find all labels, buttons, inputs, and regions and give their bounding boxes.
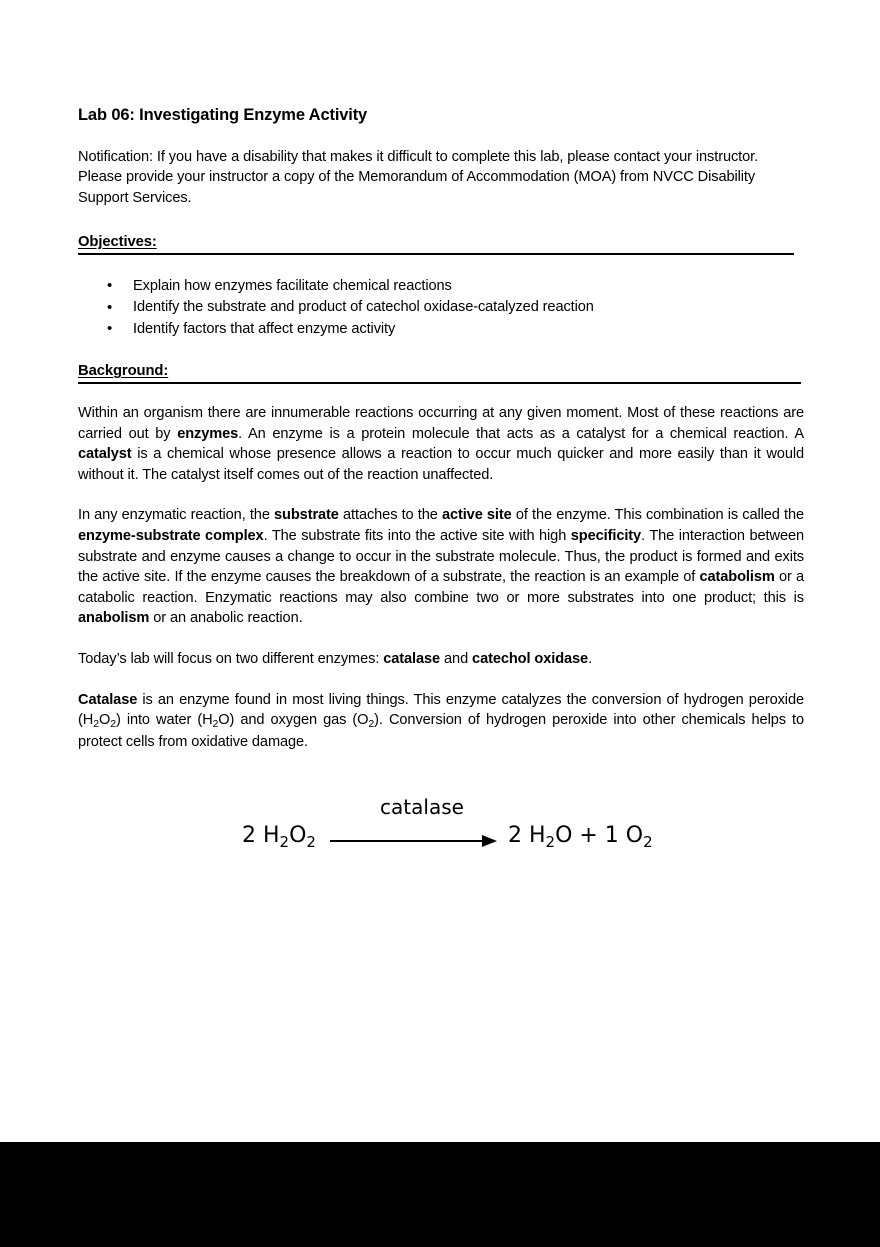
- spacer: [78, 259, 804, 276]
- reaction-arrow-icon: [330, 835, 498, 847]
- text-run: or a catabolic reaction. Enzymatic reactions may also combine two or more substrates into one product; this is: [78, 569, 804, 606]
- text-run: ) into water (H: [115, 712, 213, 729]
- subscript: 2: [93, 717, 99, 730]
- text-run: . The substrate fits into the active site with high: [263, 528, 571, 545]
- subscript: 2: [110, 717, 116, 730]
- page-title: Lab 06: Investigating Enzyme Activity: [78, 106, 368, 124]
- term-enzymes: enzymes: [177, 425, 239, 442]
- background-divider: [78, 382, 801, 384]
- subscript: 2: [368, 717, 375, 730]
- document-body: [78, 106, 804, 772]
- background-heading-label: Background:: [78, 363, 169, 380]
- equation-enzyme-label: catalase: [380, 795, 464, 819]
- background-paragraph-2: [78, 505, 804, 629]
- term-active-site: active site: [441, 507, 512, 524]
- background-heading: [78, 362, 804, 384]
- arrow-head: [482, 835, 497, 847]
- objectives-list: [78, 276, 804, 341]
- text-run: and: [440, 651, 473, 668]
- term-enzyme-substrate-complex: enzyme-substrate complex: [78, 528, 264, 545]
- list-item: • Identify the substrate and product of catechol oxidase-catalyzed reaction: [107, 297, 804, 319]
- text-run: 2 H: [508, 823, 546, 848]
- text-run: is a chemical whose presence allows a reaction to occur much quicker and more easily than it would without it. The catalyst itself comes out of the reaction unaffected.: [78, 446, 804, 483]
- spacer: [78, 388, 804, 403]
- text-run: 2 H: [242, 823, 280, 848]
- text-run: O) and oxygen gas (O: [218, 712, 369, 729]
- equation-products: [508, 823, 653, 851]
- term-catalase-lead: Catalase: [78, 691, 138, 708]
- term-substrate: substrate: [274, 507, 339, 524]
- accessibility-notification: Notification: If you have a disability that makes it difficult to complete this lab, please contact your instructor. Please provide your instructor a copy of the Memorandum of Accommodation (MOA) from NVCC Disability Support Services.: [78, 148, 759, 206]
- text-run: . An enzyme is a protein molecule that acts as a catalyst for a chemical reaction. A: [238, 425, 804, 442]
- text-run: O + 1 O: [555, 823, 644, 848]
- subscript: 2: [279, 832, 290, 851]
- text-run: Today’s lab will focus on two different enzymes:: [78, 651, 384, 668]
- subscript: 2: [545, 832, 556, 851]
- catalase-reaction-equation: [232, 797, 662, 869]
- background-paragraph-4: [78, 690, 804, 753]
- letterbox-band: [0, 1142, 880, 1247]
- text-run: or an anabolic reaction.: [149, 610, 303, 627]
- objectives-heading: [78, 233, 804, 255]
- text-run: O: [98, 712, 111, 729]
- term-anabolism: anabolism: [78, 610, 150, 627]
- text-run: . The interaction between substrate and enzyme causes a change to occur in the substrate molecule. Thus, the product is formed and exits the active site. If the enzyme causes the breakdown of a substrate, the reaction is an example of: [78, 528, 804, 586]
- text-run: of the enzyme. This combination is called the: [511, 507, 804, 524]
- subscript: 2: [643, 832, 653, 851]
- text-run: Within an organism there are innumerable reactions occurring at any given moment. Most of these reactions are carried out by: [78, 405, 804, 442]
- subscript: 2: [212, 717, 219, 730]
- text-run: attaches to the: [338, 507, 442, 524]
- text-run: In any enzymatic reaction, the: [78, 507, 275, 524]
- list-item: • Identify factors that affect enzyme activity: [107, 319, 804, 341]
- background-paragraph-3: [78, 649, 804, 670]
- list-item: • Explain how enzymes facilitate chemical reactions: [107, 276, 804, 298]
- term-catalase: catalase: [383, 651, 441, 668]
- term-catechol-oxidase: catechol oxidase: [472, 651, 589, 668]
- subscript: 2: [306, 832, 316, 851]
- term-catalyst: catalyst: [78, 446, 132, 463]
- text-run: is an enzyme found in most living things. This enzyme catalyzes the conversion of hydrogen peroxide (H: [78, 691, 804, 729]
- objectives-divider: [78, 253, 794, 255]
- term-specificity: specificity: [570, 528, 642, 545]
- equation-reactants: [242, 823, 316, 851]
- background-paragraph-1: [78, 403, 804, 485]
- term-catabolism: catabolism: [699, 569, 775, 586]
- objectives-heading-label: Objectives:: [78, 233, 157, 250]
- text-run: ). Conversion of hydrogen peroxide into other chemicals helps to protect cells from oxidative damage.: [78, 712, 804, 750]
- text-run: O: [289, 823, 307, 848]
- text-run: .: [588, 651, 593, 668]
- arrow-shaft: [330, 840, 488, 842]
